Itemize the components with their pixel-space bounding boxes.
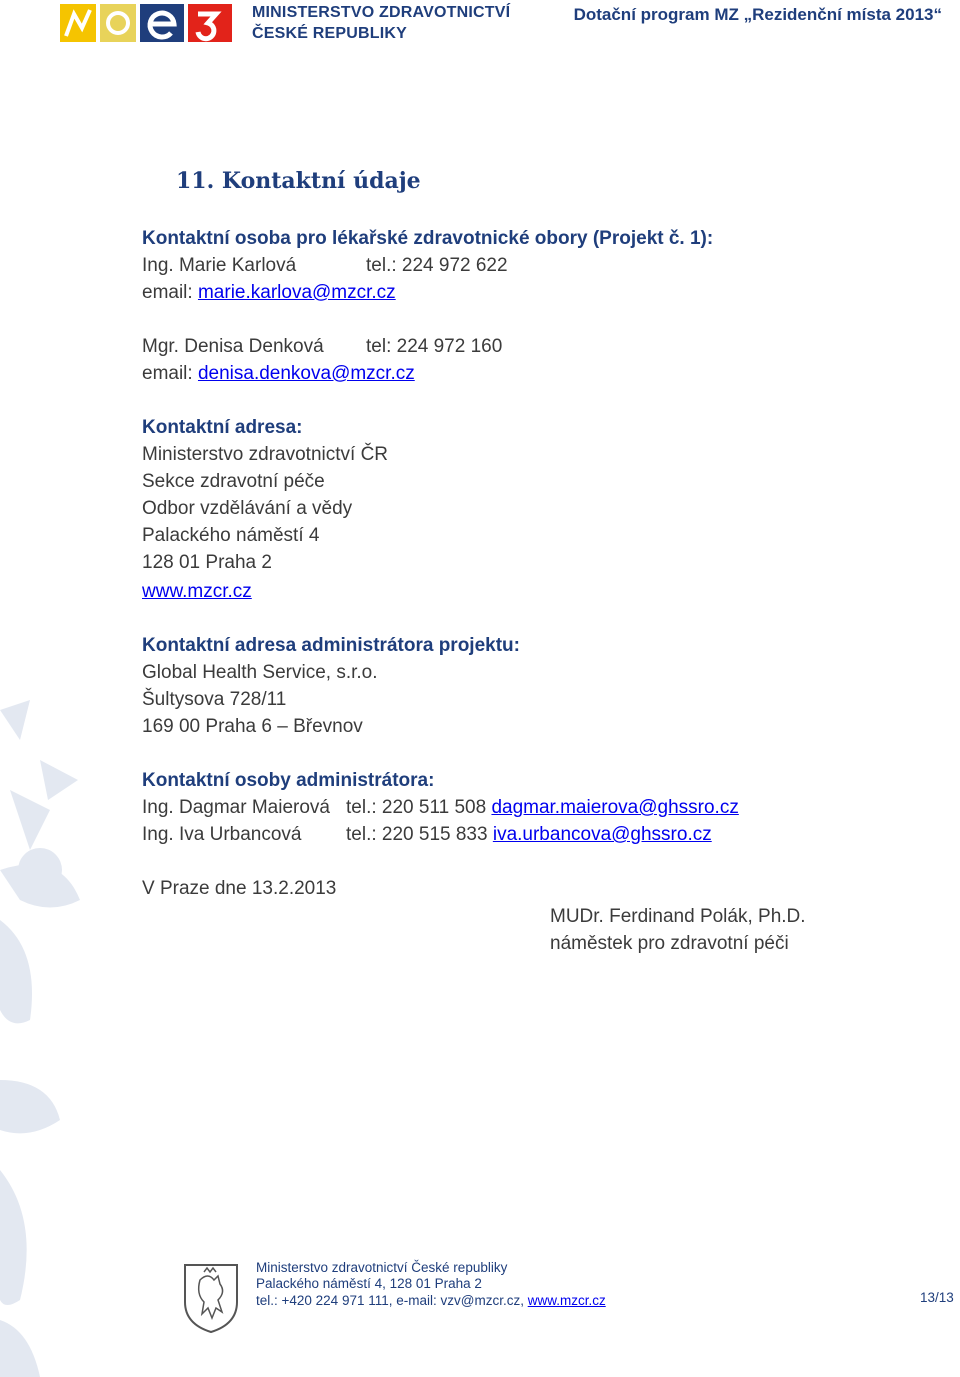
- address-line: Ministerstvo zdravotnictví ČR: [142, 444, 389, 465]
- footer-address: Palackého náměstí 4, 128 01 Praha 2: [256, 1276, 482, 1291]
- admin-address-line: 169 00 Praha 6 – Břevnov: [142, 716, 363, 737]
- person1-email-label: email:: [142, 282, 198, 303]
- admin1-tel: tel.: 220 511 508: [346, 797, 492, 818]
- address-line: Palackého náměstí 4: [142, 525, 320, 546]
- website-row: [142, 581, 252, 603]
- address-line: 128 01 Praha 2: [142, 552, 272, 573]
- person2-email-row: [142, 363, 415, 385]
- person2-email-link[interactable]: denisa.denkova@mzcr.cz: [197, 363, 415, 384]
- admin-address-title: Kontaktní adresa administrátora projektu:: [142, 635, 520, 656]
- person2-tel: tel: 224 972 160: [366, 336, 503, 357]
- admin-address-line: Šultysova 728/11: [142, 689, 287, 710]
- admin1-email-link[interactable]: dagmar.maierova@ghssro.cz: [491, 797, 739, 818]
- address-line: Sekce zdravotní péče: [142, 471, 325, 492]
- admin-persons-title: Kontaktní osoby administrátora:: [142, 770, 435, 791]
- website-link[interactable]: www.mzcr.cz: [142, 581, 252, 602]
- date-line: V Praze dne 13.2.2013: [142, 878, 337, 899]
- footer-ministry: Ministerstvo zdravotnictví České republiky: [256, 1260, 508, 1275]
- state-emblem-icon: [182, 1262, 240, 1334]
- admin1-name: Ing. Dagmar Maierová: [142, 797, 330, 818]
- footer-contact: [256, 1293, 606, 1309]
- section-heading: 11. Kontaktní údaje: [176, 168, 421, 194]
- admin-address-line: Global Health Service, s.r.o.: [142, 662, 378, 683]
- signatory-name: MUDr. Ferdinand Polák, Ph.D.: [550, 906, 806, 927]
- page-number: 13/13: [920, 1290, 954, 1305]
- admin2-name: Ing. Iva Urbancová: [142, 824, 302, 845]
- person1-email-link[interactable]: marie.karlova@mzcr.cz: [197, 282, 396, 303]
- admin1-contact: [346, 797, 739, 819]
- admin2-email-link[interactable]: iva.urbancova@ghssro.cz: [492, 824, 712, 845]
- ministry-logo-icon: [60, 2, 235, 44]
- program-title: Dotační program MZ „Rezidenční místa 2013“: [573, 5, 942, 24]
- footer-website-link[interactable]: www.mzcr.cz: [527, 1293, 606, 1308]
- person1-name: Ing. Marie Karlová: [142, 255, 297, 276]
- ministry-name: [252, 2, 510, 44]
- ministry-name-line2: ČESKÉ REPUBLIKY: [252, 25, 408, 42]
- ministry-name-line1: MINISTERSTVO ZDRAVOTNICTVÍ: [252, 4, 511, 21]
- signatory-title: náměstek pro zdravotní péči: [550, 933, 789, 954]
- admin2-contact: [346, 824, 712, 846]
- admin2-tel: tel.: 220 515 833: [346, 824, 493, 845]
- address-line: Odbor vzdělávání a vědy: [142, 498, 353, 519]
- contact-person-title: Kontaktní osoba pro lékařské zdravotnické obory (Projekt č. 1):: [142, 228, 714, 249]
- footer-contact-text: tel.: +420 224 971 111, e-mail: vzv@mzcr.cz,: [256, 1293, 528, 1308]
- address-title: Kontaktní adresa:: [142, 417, 303, 438]
- watermark-figure-icon: [0, 700, 90, 1377]
- person1-email-row: [142, 282, 396, 304]
- person2-name: Mgr. Denisa Denková: [142, 336, 324, 357]
- person1-tel: tel.: 224 972 622: [366, 255, 508, 276]
- person2-email-label: email:: [142, 363, 198, 384]
